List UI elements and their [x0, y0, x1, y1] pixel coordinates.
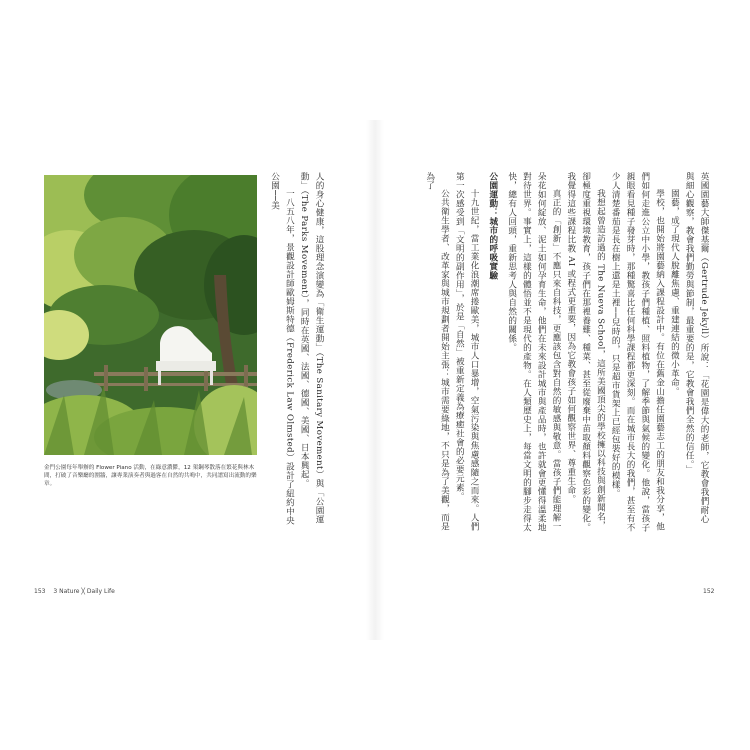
chapter-title: Nature ╳ Daily Life: [59, 588, 115, 595]
right-paragraph: 學校，也開始將園藝納入課程設計中。有位在舊金山擔任園藝志工的朋友和我分享，他們如何走進公立中小學，教孩子們種植、照料植物，了解季節與氣候的變化。他說，當孩子親眼看見種子發芽時，那種驚喜比任何科學課程都更深刻。而在城市長大的我們，甚至有不少人清楚番茄是長在樹上還是土裡──兒時的，只是超市貨架上已經包裝好的模樣。: [610, 172, 665, 532]
right-paragraph: 我想起曾造訪過的 The Nueva School，這所美國頂尖的學校擁以科技與創新聞名，卻極度重視環境教育，孩子們在那裡養雞、種菜、甚至從廢棄中苗取顏料觀察色彩的變化。我覺得這些課程比教 AI 或程式更重要，因為它教會孩子如何觀察世界、尊重生命。: [565, 172, 606, 532]
left-paragraph: 一八五八年，景觀設計師歐姆斯特德（Frederick Law Olmsted）設計了紐約中央公園──美: [269, 172, 295, 526]
right-page-body: [424, 172, 711, 532]
photo-caption: 金門公園每年舉辦的 Flower Piano 活動，在綠意濃鬱，12 架鋼琴散落在繁花與林木間，打破了音樂廳的圍牆，讓專業演奏者與過客在自然的共鳴中，共同譜寫出流動的樂章。: [44, 465, 257, 487]
section-subheading: 公園運動：城市的呼吸實驗: [487, 172, 498, 280]
left-paragraph: 人的身心健康，這股理念演變為「衛生運動」（The Sanitary Movement）與「公園運動」（The Parks Movement），同時在英國、法國、德國、美國、日本興起。: [299, 172, 324, 524]
left-folio: [34, 588, 115, 595]
right-paragraph: 真正的「創新」不應只來自科技，更應該包含對自然的敏感與敬意。當孩子們能理解一朵花如何綻放、泥土如何孕育生命，他們在未來設計城市與產品時，也許就會更懂得溫柔地對待世界。事實上，這樣的體悟並不是現代的產物。在人類歷史上，每當文明的腳步走得太快，總有人回頭，重新思考人與自然的關係。: [506, 172, 562, 532]
right-paragraph: 十九世紀，當工業化浪潮席捲歐美，城市人口暴增，空氣污染與焦慮感隨之而來。人們第一次感受到「文明的副作用」，於是「自然」被重新定義為療癒社會的必要元素。: [454, 172, 480, 532]
right-paragraph: 公共衛生學者、改革家與城市規劃者開始主張：城市需要綠地，不只是為了美觀，而是為了: [424, 172, 450, 532]
right-paragraph: 英國園藝大師傑基爾（Gertrude Jekyll）所說：「花園是偉大的老師，它教會我們耐心與細心觀察，教會我們勤勞與節制，最重要的是，它教會我們全然的信任。」: [684, 172, 709, 524]
chapter-number: 3: [53, 588, 58, 595]
left-page-body: [270, 172, 326, 532]
left-page-number: 153: [34, 588, 46, 595]
right-paragraph: 園藝，成了現代人脫離焦慮、重建連結的微小革命。: [669, 189, 680, 397]
garden-piano-photo: [44, 175, 257, 455]
right-page-number: 152: [703, 588, 715, 595]
page-gutter: [366, 120, 384, 640]
